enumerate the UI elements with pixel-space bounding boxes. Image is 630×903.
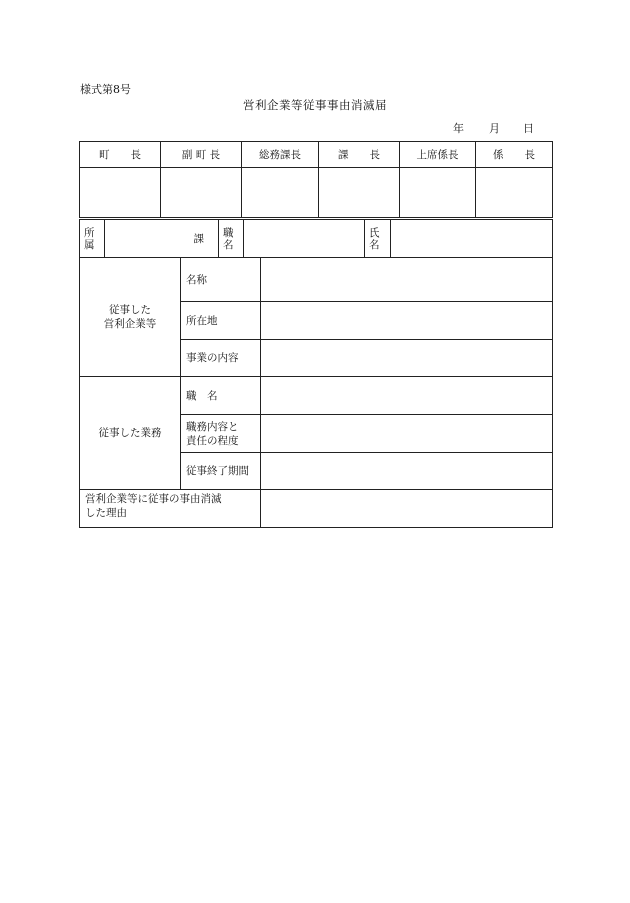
date-month-label: 月 — [489, 122, 500, 135]
approval-header-subsection-chief: 係 長 — [476, 142, 553, 168]
department-suffix-label: 課 — [193, 232, 204, 245]
reason-label: 営利企業等に従事の事由消滅 した理由 — [80, 490, 261, 528]
approval-header-deputy-mayor: 副 町 長 — [161, 142, 242, 168]
name-label: 氏 名 — [365, 220, 391, 258]
duty-position-label: 職 名 — [181, 377, 261, 415]
duty-content-field[interactable] — [261, 415, 553, 453]
company-location-field[interactable] — [261, 302, 553, 340]
approval-header-mayor: 町 長 — [80, 142, 161, 168]
duty-end-period-label: 従事終了期間 — [181, 453, 261, 490]
reason-field[interactable] — [261, 490, 553, 528]
document-title: 営利企業等従事事由消滅届 — [243, 98, 387, 112]
approval-header-section-chief: 課 長 — [319, 142, 400, 168]
duties-group-label: 従事した業務 — [80, 377, 181, 490]
company-location-label: 所在地 — [181, 302, 261, 340]
approval-stamp-table — [79, 141, 553, 218]
stamp-box-senior-subsection-chief[interactable] — [400, 168, 476, 218]
company-name-field[interactable] — [261, 258, 553, 302]
position-field[interactable] — [244, 220, 365, 258]
form-number: 様式第8号 — [80, 83, 131, 96]
stamp-box-deputy-mayor[interactable] — [161, 168, 242, 218]
date-year-label: 年 — [453, 122, 464, 135]
affiliation-label: 所 属 — [80, 220, 105, 258]
business-content-label: 事業の内容 — [181, 340, 261, 377]
stamp-box-mayor[interactable] — [80, 168, 161, 218]
stamp-box-section-chief[interactable] — [319, 168, 400, 218]
approval-header-senior-subsection-chief: 上席係長 — [400, 142, 476, 168]
position-label: 職 名 — [219, 220, 244, 258]
detail-table — [79, 257, 553, 528]
approval-header-general-affairs-chief: 総務課長 — [242, 142, 319, 168]
duty-end-period-field[interactable] — [261, 453, 553, 490]
company-name-label: 名称 — [181, 258, 261, 302]
date-day-label: 日 — [523, 122, 534, 135]
business-content-field[interactable] — [261, 340, 553, 377]
duty-position-field[interactable] — [261, 377, 553, 415]
affiliation-table — [79, 219, 553, 258]
stamp-box-general-affairs-chief[interactable] — [242, 168, 319, 218]
duty-content-label: 職務内容と 責任の程度 — [181, 415, 261, 453]
stamp-box-subsection-chief[interactable] — [476, 168, 553, 218]
name-field[interactable] — [391, 220, 553, 258]
department-field[interactable] — [105, 220, 219, 258]
company-group-label: 従事した 営利企業等 — [80, 258, 181, 377]
